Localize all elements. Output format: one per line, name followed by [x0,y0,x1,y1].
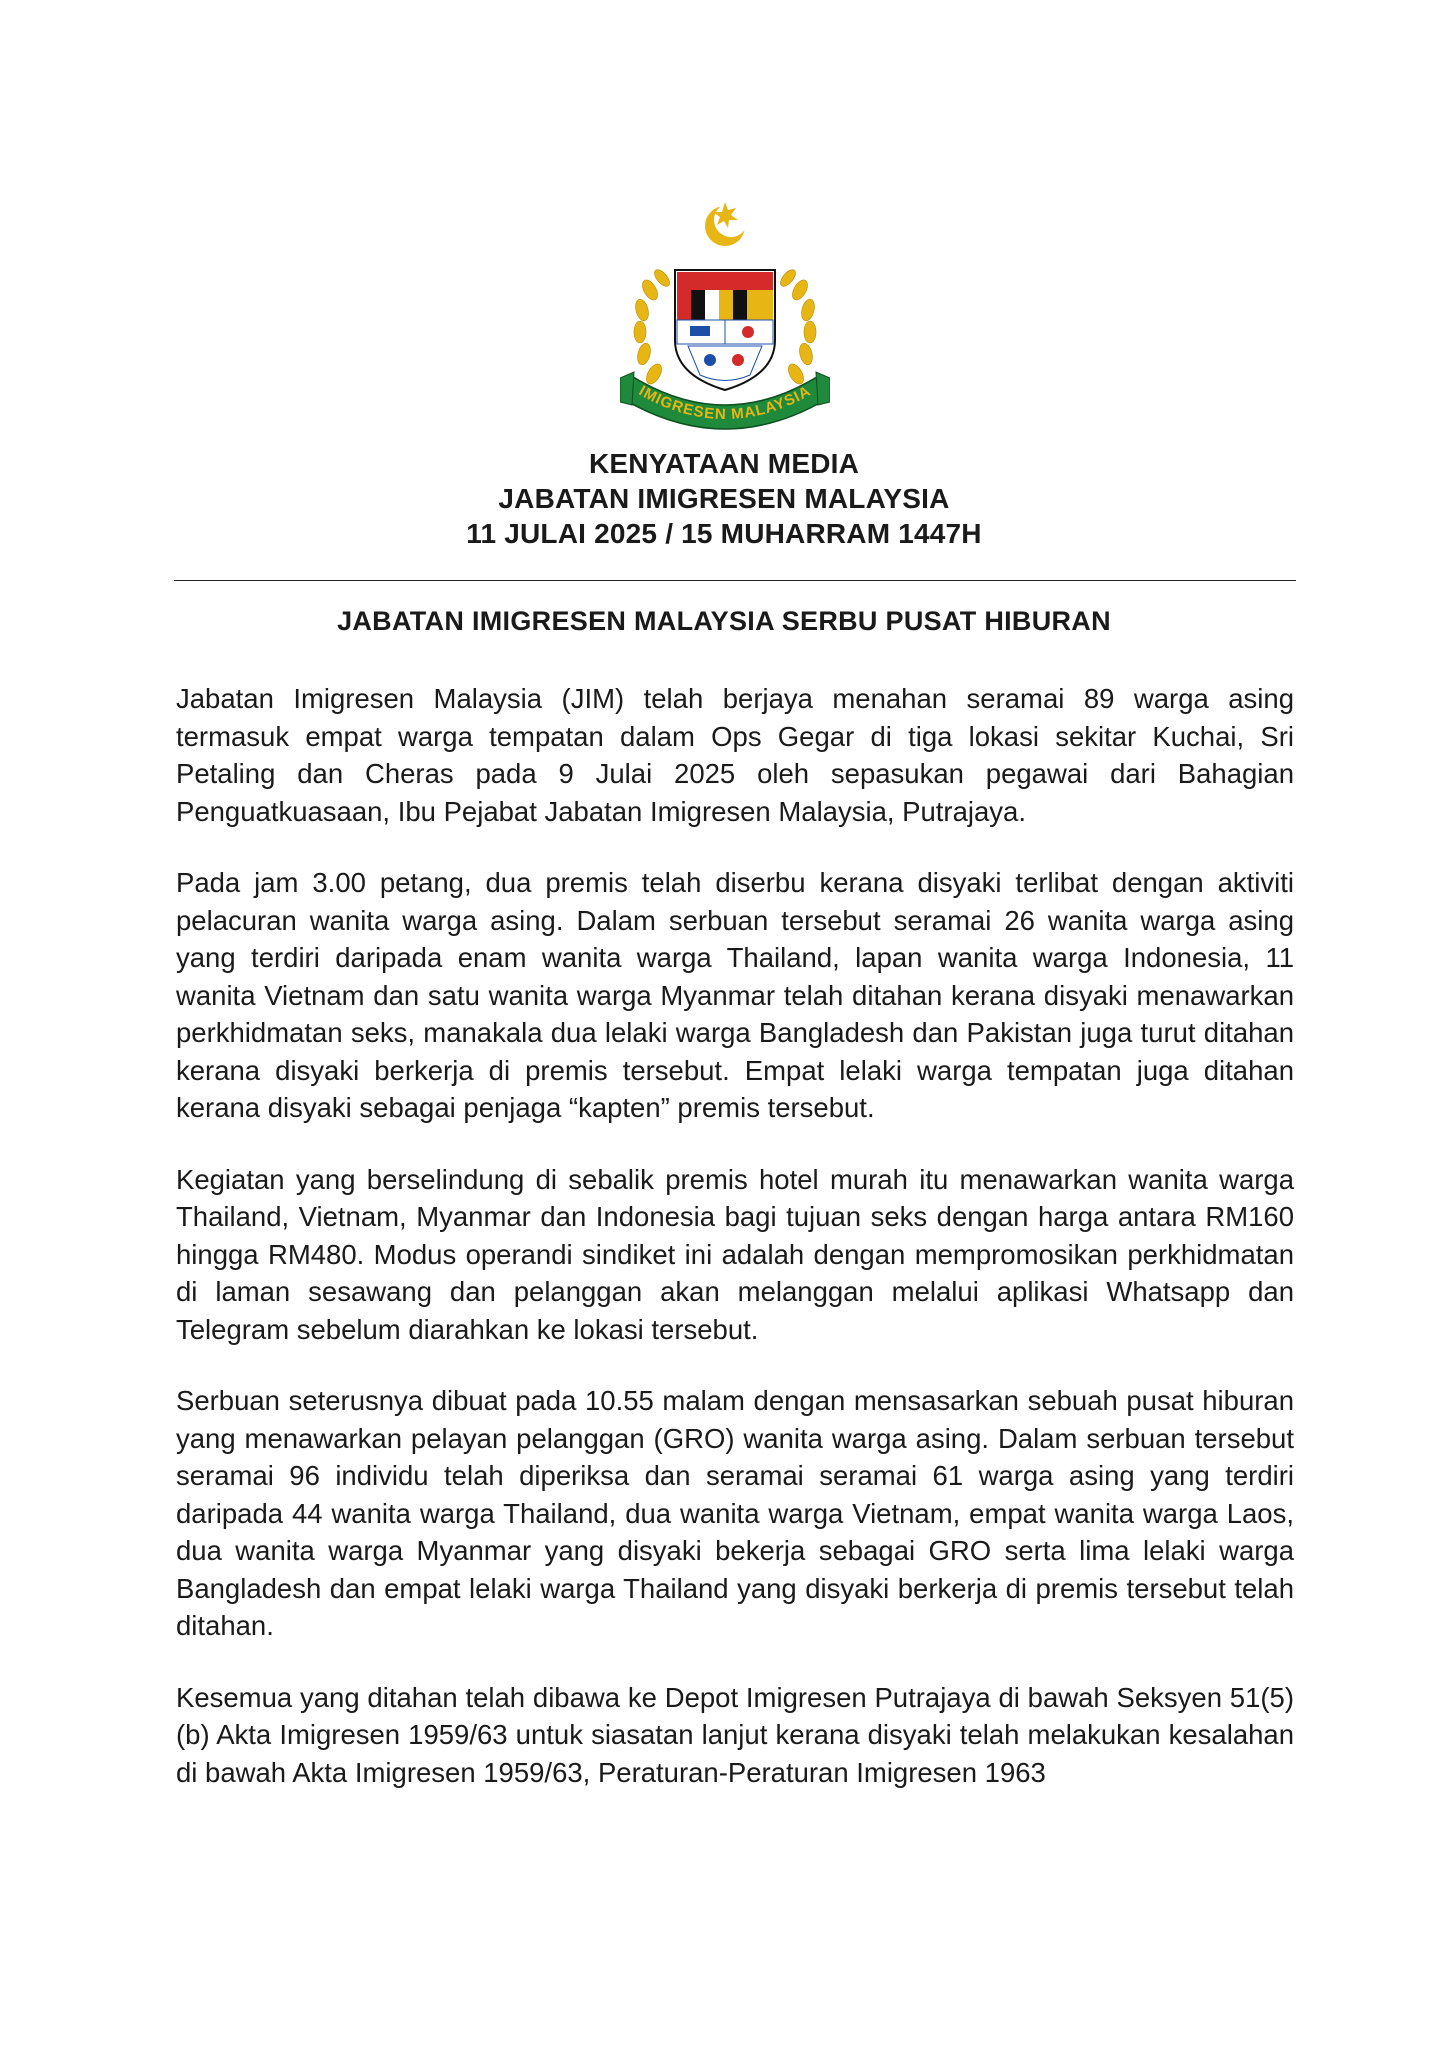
header-divider [174,580,1296,581]
release-headline: JABATAN IMIGRESEN MALAYSIA SERBU PUSAT HIBURAN [337,606,1111,636]
header-block [174,446,1274,551]
paragraph: Serbuan seterusnya dibuat pada 10.55 malam dengan mensasarkan sebuah pusat hiburan yang menawarkan pelayan pelanggan (GRO) wanita warga asing. Dalam serbuan tersebut seramai 96 individu telah diperiksa dan seramai seramai 61 warga asing yang terdiri daripada 44 wanita warga Thailand, dua wanita warga Vietnam, empat wanita warga Laos, dua wanita warga Myanmar yang disyaki bekerja sebagai GRO serta lima lelaki warga Bangladesh dan empat lelaki warga Thailand yang disyaki berkerja di premis tersebut telah ditahan. [176,1385,1294,1641]
paragraph: Pada jam 3.00 petang, dua premis telah diserbu kerana disyaki terlibat dengan aktiviti pelacuran wanita warga asing. Dalam serbuan tersebut seramai 26 wanita warga asing yang terdiri daripada enam wanita warga Thailand, lapan wanita warga Indonesia, 11 wanita Vietnam dan satu wanita warga Myanmar telah ditahan kerana disyaki menawarkan perkhidmatan seks, manakala dua lelaki warga Bangladesh dan Pakistan juga turut ditahan kerana disyaki berkerja di premis tersebut. Empat lelaki warga tempatan juga ditahan kerana disyaki sebagai penjaga “kapten” premis tersebut. [176,867,1294,1123]
release-body [176,680,1294,1825]
shield-icon [675,270,775,390]
header-department: JABATAN IMIGRESEN MALAYSIA [498,483,950,514]
ribbon-text: IMIGRESEN MALAYSIA [635,382,815,424]
header-title: KENYATAAN MEDIA [588,448,860,479]
crescent-star-icon [705,202,748,246]
jabatan-imigresen-crest-icon [620,200,830,430]
padi-stalks-right [778,267,817,386]
header-date: 11 JULAI 2025 / 15 MUHARRAM 1447H [466,518,982,549]
paragraph: Kegiatan yang berselindung di sebalik premis hotel murah itu menawarkan wanita warga Thailand, Vietnam, Myanmar dan Indonesia bagi tujuan seks dengan harga antara RM160 hingga RM480. Modus operandi sindiket ini adalah dengan mempromosikan perkhidmatan di laman sesawang dan pelanggan akan melanggan melalui aplikasi Whatsapp dan Telegram sebelum diarahkan ke lokasi tersebut. [176,1163,1294,1345]
padi-stalks-left [633,267,672,386]
paragraph: Kesemua yang ditahan telah dibawa ke Depot Imigresen Putrajaya di bawah Seksyen 51(5)(b) Akta Imigresen 1959/63 untuk siasatan lanjut kerana disyaki telah melakukan kesalahan di bawah Akta Imigresen 1959/63, Peraturan-Peraturan Imigresen 1963 [176,1681,1294,1788]
paragraph: Jabatan Imigresen Malaysia (JIM) telah berjaya menahan seramai 89 warga asing termasuk empat warga tempatan dalam Ops Gegar di tiga lokasi sekitar Kuchai, Sri Petaling dan Cheras pada 9 Julai 2025 oleh sepasukan pegawai dari Bahagian Penguatkuasaan, Ibu Pejabat Jabatan Imigresen Malaysia, Putrajaya. [176,683,1294,827]
